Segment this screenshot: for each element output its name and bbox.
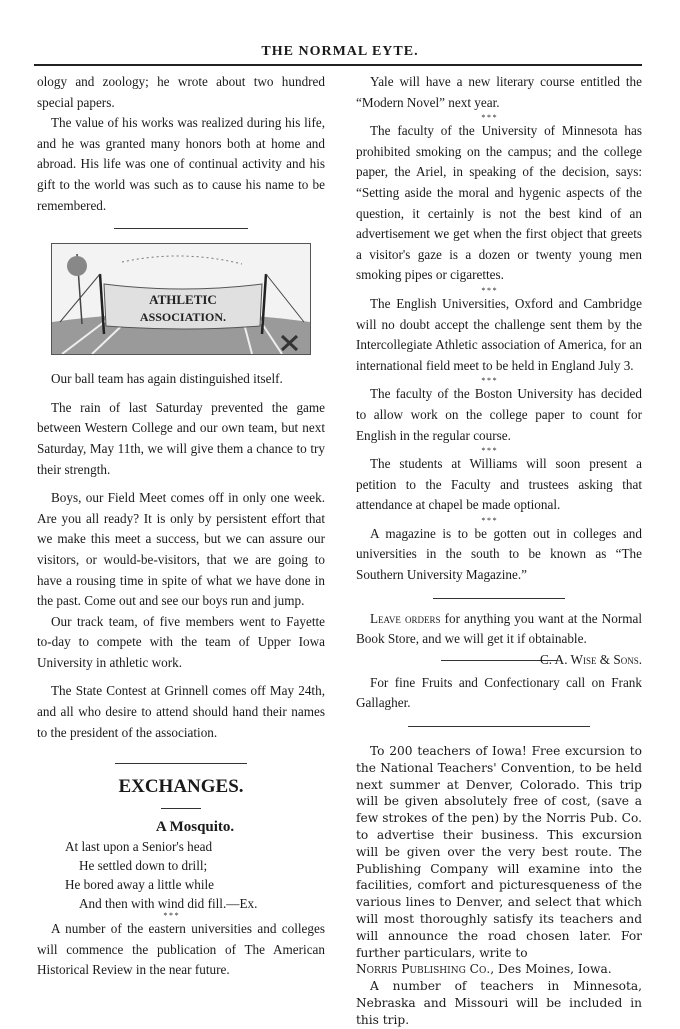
section-divider (408, 726, 590, 727)
ad-signature: C. A. Wise & Sons. (540, 651, 642, 667)
short-divider (161, 808, 201, 809)
athletic-association-illustration (51, 243, 311, 355)
asterism-separator: * * * (481, 376, 497, 386)
ad-lead: Leave orders (370, 610, 441, 626)
paragraph-track-team: Our track team, of five members went to Fayette to-day to compete with the team of Upper Iowa University in athletic work. (37, 613, 325, 670)
poem-line: At last upon a Senior's head (65, 839, 213, 855)
paragraph-southern-magazine: A magazine is to be gotten out in colleges and universities in the south to be known as “The Southern University Magazine.” (356, 525, 642, 583)
asterism-separator: * * * (481, 285, 497, 295)
excursion-body: To 200 teachers of Iowa! Free excursion to the National Teachers' Convention, to be held next summer at Denver, Colorado. This trip will be given absolutely free of cost, (save a few strokes of the pen) by the Norris Pub. Co. to advertise their business. This excursion will be given over the very best route. The Publishing Company will examine into the facilities, comfort and picturesqueness of the various lines to Denver, and select that which will most thoroughly satisfy its teachers and will announce the road chosen later. For further particulars, write to (356, 744, 642, 960)
asterism-separator: * * * (481, 446, 497, 456)
excursion-address (356, 961, 642, 978)
paragraph-rain: The rain of last Saturday prevented the game between Western College and our own team, but next Saturday, May 11th, we will give them a chance to try their strength. (37, 399, 325, 477)
company-address: , Des Moines, Iowa. (490, 962, 612, 977)
page-header-title: THE NORMAL EYTE. (261, 44, 419, 59)
paragraph-field-meet: Boys, our Field Meet comes off in only one week. Are you all ready? It is only by persistent effort that we make this meet a success, but we can assure our visitors, or would-be-visitors, that we are going to have a rousing time in spite of what we have done in the past. Come out and see our boys run and jump. (37, 490, 325, 609)
right-column (356, 72, 642, 1029)
left-column (37, 72, 325, 981)
paragraph-minnesota: The faculty of the University of Minnesota has prohibited smoking on the campus; and the college paper, the Ariel, in speaking of the decision, says: “Setting aside the moral and hygenic aspects of the question, it certainly is not the best kind of an advertisement we get when the first object that greets a visitor's gaze is a dozen or twenty young men smoking pipes or cigarettes. (356, 123, 642, 283)
ad-fruits: For fine Fruits and Confectionary call on Frank Gallagher. (356, 674, 642, 711)
excursion-note: A number of teachers in Minnesota, Nebraska and Missouri will be included in this trip. (356, 979, 642, 1027)
section-divider (115, 763, 247, 764)
poem-line: And then with wind did fill.—Ex. (79, 896, 258, 912)
section-divider (114, 228, 248, 229)
paragraph-williams: The students at Williams will soon present a petition to the Faculty and trustees asking that attendance at chapel be made optional. (356, 456, 642, 513)
section-divider (433, 598, 565, 599)
paragraph-yale: Yale will have a new literary course entitled the “Modern Novel” next year. (356, 74, 642, 110)
ad-text: for anything you want at the Normal Book Store, and we will get it if obtainable. (356, 610, 642, 647)
ad-book-store (356, 609, 642, 667)
excursion-text (356, 743, 642, 961)
header-rule (34, 64, 642, 66)
svg-text:ASSOCIATION.: ASSOCIATION. (139, 310, 227, 325)
svg-text:ATHLETIC: ATHLETIC (149, 292, 217, 308)
paragraph-value-of-works: The value of his works was realized during his life, and he was granted many honors both at home and abroad. His life was one of continual activity and his gift to the world was such as to cause his name to be remembered. (37, 115, 325, 213)
paragraph-english-universities: The English Universities, Oxford and Cambridge will no doubt accept the challenge sent them by the Intercollegiate Athletic association of America, for an international field meet to be held in England July 3. (356, 295, 642, 373)
paragraph-boston: The faculty of the Boston University has decided to allow work on the college paper to count for English in the regular course. (356, 386, 642, 443)
poem-line: He bored away a little while (65, 877, 215, 893)
company-name: Norris Publishing Co. (356, 962, 491, 977)
asterism-separator: * * * (481, 515, 497, 525)
paragraph-ball-team: Our ball team has again distinguished itself. (51, 371, 283, 387)
poem-line: He settled down to drill; (79, 858, 208, 874)
continuation-paragraph: ology and zoology; he wrote about two hundred special papers. (37, 74, 325, 110)
poem-title: A Mosquito. (155, 819, 235, 836)
ad-excursion (356, 743, 642, 1029)
exchanges-heading: EXCHANGES. (118, 776, 244, 798)
banner-illustration-icon (52, 244, 310, 354)
asterism-separator: * * * (163, 911, 179, 921)
paragraph-historical-review: A number of the eastern universities and colleges will commence the publication of The American Historical Review in the near future. (37, 921, 325, 978)
paragraph-state-contest: The State Contest at Grinnell comes off May 24th, and all who desire to attend should hand their names to the president of the association. (37, 683, 325, 740)
asterism-separator: * * * (481, 113, 497, 123)
